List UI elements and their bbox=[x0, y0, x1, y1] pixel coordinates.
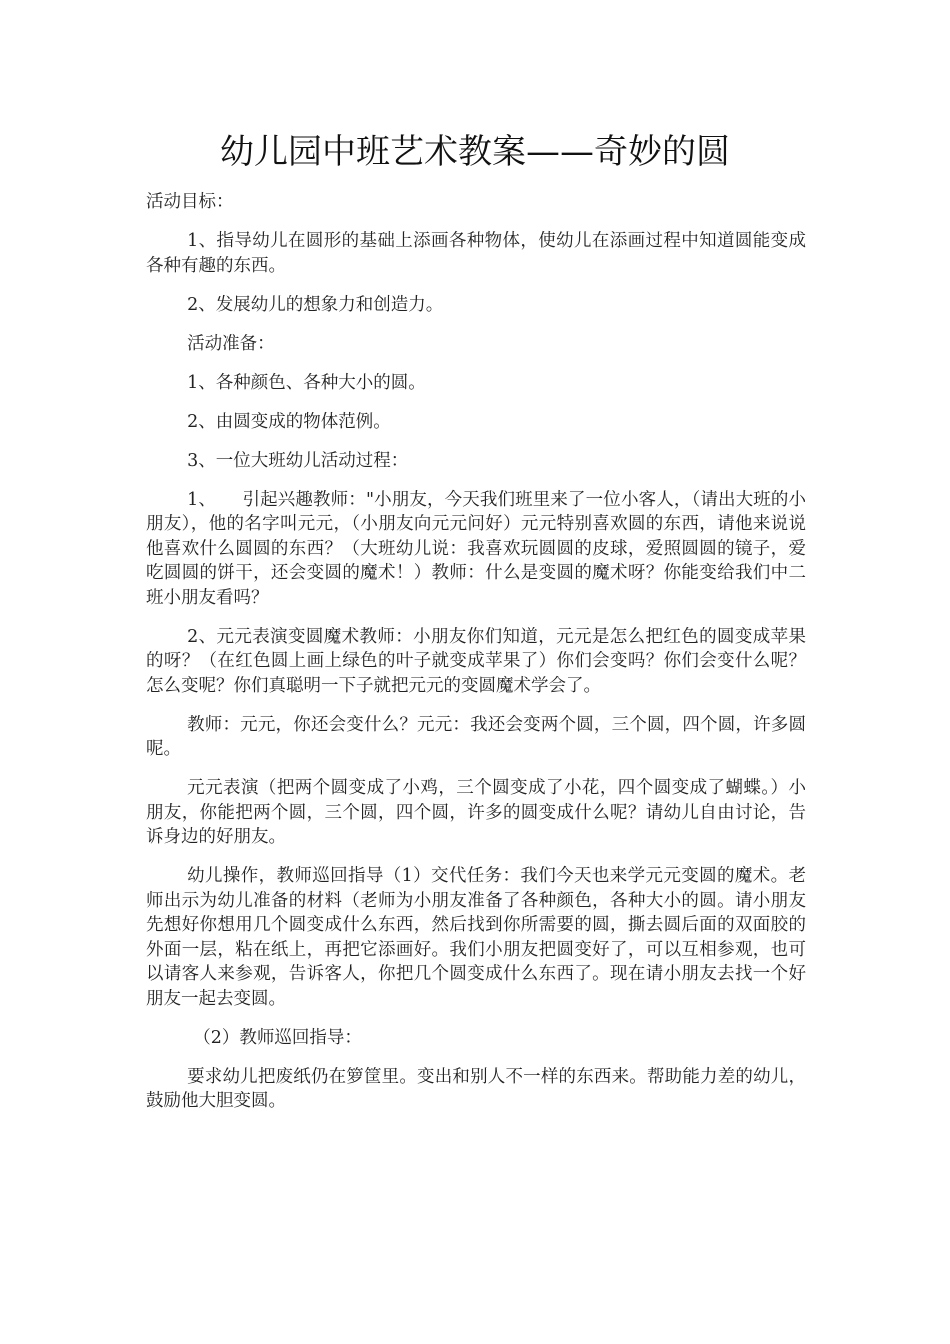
paragraph: 幼儿操作，教师巡回指导（1）交代任务：我们今天也来学元元变圆的魔术。老师出示为幼儿准备的材料（老师为小朋友准备了各种颜色，各种大小的圆。请小朋友先想好你想用几个圆变成什么东西，然后找到你所需要的圆，撕去圆后面的双面胶的外面一层，粘在纸上，再把它添画好。我们小朋友把圆变好了，可以互相参观，也可以请客人来参观，告诉客人，你把几个圆变成什么东西了。现在请小朋友去找一个好朋友一起去变圆。 bbox=[146, 866, 806, 1009]
paragraph: 1、指导幼儿在圆形的基础上添画各种物体，使幼儿在添画过程中知道圆能变成各种有趣的东西。 bbox=[146, 231, 806, 276]
paragraph: 2、发展幼儿的想象力和创造力。 bbox=[187, 294, 444, 315]
section-heading-goals: 活动目标： bbox=[146, 192, 234, 212]
paragraph: 教师：元元，你还会变什么？元元：我还会变两个圆，三个圆，四个圆，许多圆呢。 bbox=[146, 714, 806, 759]
paragraph: 2、由圆变成的物体范例。 bbox=[187, 411, 391, 432]
paragraph: 1、各种颜色、各种大小的圆。 bbox=[187, 372, 426, 393]
paragraph: 1、 引起兴趣教师："小朋友，今天我们班里来了一位小客人，（请出大班的小朋友），他的名字叫元元，（小朋友向元元问好）元元特别喜欢圆的东西，请他来说说他喜欢什么圆圆的东西？（大班幼儿说：我喜欢玩圆圆的皮球，爱照圆圆的镜子，爱吃圆圆的饼干，还会变圆的魔术！）教师：什么是变圆的魔术呀？你能变给我们中二班小朋友看吗？ bbox=[146, 489, 806, 608]
paragraph: （2）教师巡回指导： bbox=[193, 1027, 362, 1048]
paragraph: 元元表演（把两个圆变成了小鸡，三个圆变成了小花，四个圆变成了蝴蝶。）小朋友，你能把两个圆，三个圆，四个圆，许多的圆变成什么呢？请幼儿自由讨论，告诉身边的好朋友。 bbox=[146, 778, 806, 847]
paragraph: 要求幼儿把废纸仍在箩筐里。变出和别人不一样的东西来。帮助能力差的幼儿，鼓励他大胆变圆。 bbox=[146, 1066, 806, 1111]
paragraph: 3、一位大班幼儿活动过程： bbox=[187, 450, 409, 471]
paragraph: 2、元元表演变圆魔术教师：小朋友你们知道，元元是怎么把红色的圆变成苹果的呀？（在红色圆上画上绿色的叶子就变成苹果了）你们会变吗？你们会变什么呢？怎么变呢？你们真聪明一下子就把元元的变圆魔术学会了。 bbox=[146, 626, 806, 696]
document-title: 幼儿园中班艺术教案——奇妙的圆 bbox=[220, 132, 730, 172]
document-body bbox=[146, 190, 806, 1128]
section-heading-preparation: 活动准备： bbox=[187, 333, 275, 354]
